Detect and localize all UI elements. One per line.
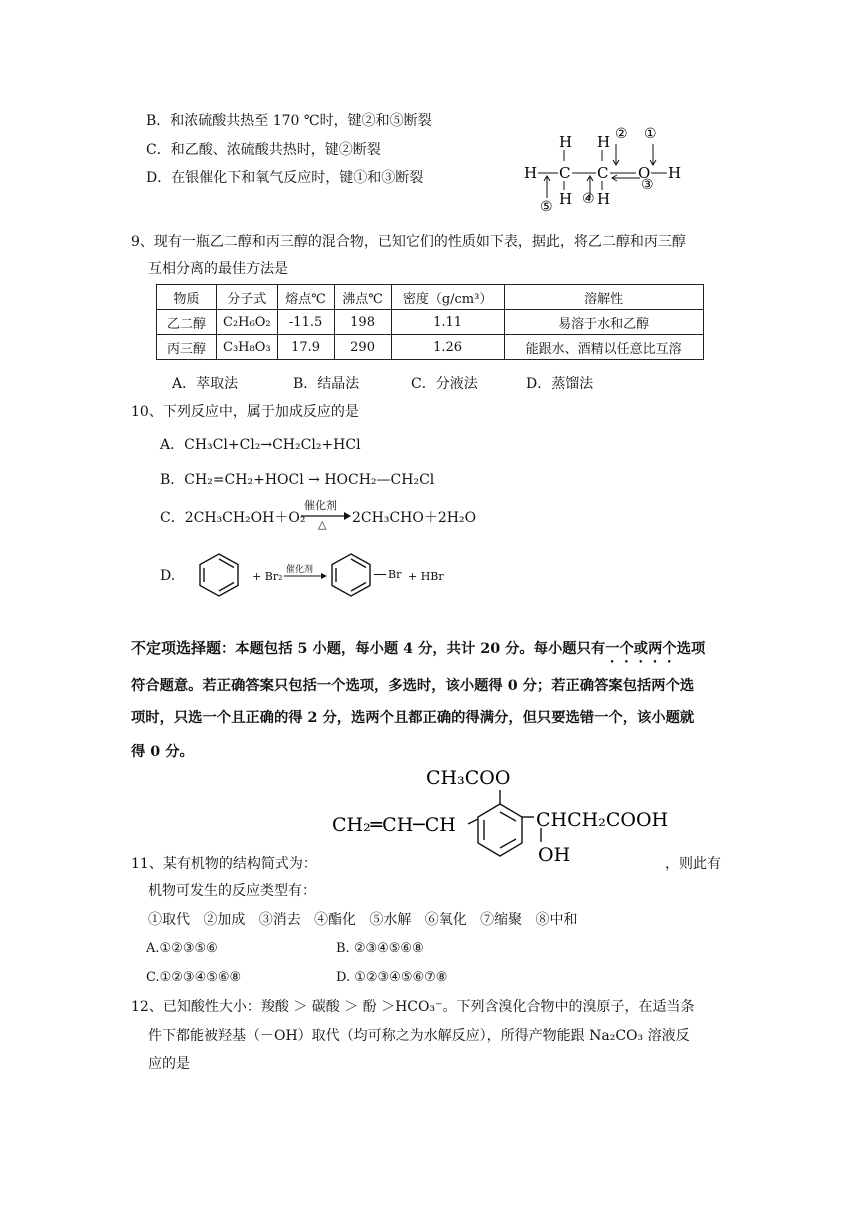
q9-option-c: C．分液法 (411, 376, 478, 392)
section-instructions-line1 (131, 638, 705, 666)
table-header: 沸点℃ (334, 285, 391, 310)
q11-stem-line2: 机物可发生的反应类型有： (148, 883, 316, 899)
q10-option-d-label: D. (160, 568, 176, 584)
q10-catalyst-label: 催化剂 (304, 499, 337, 512)
q10-bromine-reagent: + Br₂ (252, 570, 283, 583)
bond-label-3: ③ (641, 177, 654, 193)
q10-option-c-right: 2CH₃CHO＋2H₂O (352, 510, 477, 526)
q9-option-b: B．结晶法 (293, 376, 360, 392)
q10-d-catalyst-label: 催化剂 (286, 565, 314, 575)
table-cell: C₂H₆O₂ (217, 310, 278, 335)
structure-hydroxyl: OH (538, 844, 571, 866)
q10-option-b: B．CH₂=CH₂+HOCl → HOCH₂—CH₂Cl (160, 472, 435, 488)
q10-hbr-product: + HBr (408, 570, 444, 583)
ethanol-bond-diagram (518, 124, 688, 216)
q11-option-a: A.①②③⑤⑥ (146, 941, 218, 956)
atom-h-right: H (668, 164, 682, 182)
bond-label-2: ② (615, 126, 628, 142)
table-cell: 易溶于水和乙醇 (504, 310, 703, 335)
q11-reaction-types: ①取代 ②加成 ③消去 ④酯化 ⑤水解 ⑥氧化 ⑦缩聚 ⑧中和 (148, 912, 578, 928)
benzene-ring-icon (196, 552, 242, 598)
reaction-arrow-icon (284, 572, 328, 580)
table-cell: 1.11 (391, 310, 504, 335)
table-cell: 17.9 (277, 335, 334, 360)
table-header: 物质 (157, 285, 217, 310)
q8-option-c: C．和乙酸、浓硫酸共热时，键②断裂 (146, 142, 381, 158)
atom-h-bottom2: H (597, 190, 611, 208)
table-cell: 丙三醇 (157, 335, 217, 360)
q12-line1: 12、已知酸性大小：羧酸 ＞ 碳酸 ＞ 酚 ＞HCO₃⁻。下列含溴化合物中的溴原子，在适当条 (131, 999, 695, 1015)
organic-structure-diagram (328, 762, 688, 872)
q11-option-d: D. ①②③④⑤⑥⑦⑧ (336, 970, 448, 985)
emphasized-text: 一个或两个 (605, 641, 677, 657)
table-header: 密度（g/cm³） (391, 285, 504, 310)
q10-option-a: A．CH₃Cl+Cl₂→CH₂Cl₂+HCl (160, 437, 361, 453)
q11-option-c: C.①②③④⑤⑥⑧ (146, 970, 242, 985)
table-header: 分子式 (217, 285, 278, 310)
structure-side-chain: CHCH₂COOH (536, 809, 669, 831)
table-cell: 乙二醇 (157, 310, 217, 335)
structure-acetoxy: CH₃COO (426, 767, 511, 789)
q9-stem-line2: 互相分离的最佳方法是 (148, 261, 288, 277)
atom-h-bottom1: H (559, 190, 573, 208)
table-cell: 198 (334, 310, 391, 335)
bond-label-4: ④ (582, 191, 595, 207)
table-row (157, 335, 704, 360)
section-title: 不定项选择题 (131, 639, 222, 657)
atom-h-top2: H (597, 133, 611, 151)
atom-h-top1: H (559, 133, 573, 151)
table-row (157, 310, 704, 335)
q10-option-c-left: C．2CH₃CH₂OH＋O₂ (160, 510, 306, 526)
table-header-row (157, 285, 704, 310)
q10-bromine-substituent: Br (388, 568, 402, 581)
table-header: 熔点℃ (277, 285, 334, 310)
atom-o: O (638, 164, 651, 182)
properties-table (156, 284, 704, 360)
q9-option-d: D．蒸馏法 (526, 376, 594, 392)
q12-line3: 应的是 (148, 1056, 190, 1072)
atom-h-left: H (524, 164, 538, 182)
q8-option-b: B．和浓硫酸共热至 170 ℃时，键②和⑤断裂 (146, 113, 432, 129)
atom-c2: C (597, 164, 609, 182)
q11-stem-right: ，则此有 (665, 856, 721, 872)
q11-stem-left: 11、某有机物的结构简式为： (131, 856, 317, 872)
table-header: 溶解性 (504, 285, 703, 310)
q10-stem: 10、下列反应中，属于加成反应的是 (131, 404, 359, 420)
section-instructions-line3: 项时，只选一个且正确的得 2 分，选两个且都正确的得满分，但只要选错一个，该小题就 (131, 710, 695, 726)
bond-label-1: ① (644, 126, 657, 142)
table-cell: C₃H₈O₃ (217, 335, 278, 360)
q12-line2: 件下都能被羟基（－OH）取代（均可称之为水解反应），所得产物能跟 Na₂CO₃ 溶液反 (148, 1028, 690, 1044)
q9-stem-line1: 9、现有一瓶乙二醇和丙三醇的混合物，已知它们的性质如下表，据此，将乙二醇和丙三醇 (131, 234, 686, 250)
q11-option-b: B. ②③④⑤⑥⑧ (336, 941, 424, 956)
bromobenzene-ring-icon (328, 552, 374, 598)
section-text: ：本题包括 5 小题，每小题 4 分，共计 20 分。每小题只有 (221, 641, 606, 657)
q8-option-d: D．在银催化下和氧气反应时，键①和③断裂 (146, 170, 424, 186)
table-cell: 1.26 (391, 335, 504, 360)
table-cell: 290 (334, 335, 391, 360)
section-text: 选项 (676, 641, 706, 657)
section-instructions-line2: 符合题意。若正确答案只包括一个选项，多选时，该小题得 0 分；若正确答案包括两个选 (131, 678, 695, 694)
q9-option-a: A．萃取法 (172, 376, 239, 392)
bromine-bond-line (374, 574, 386, 575)
table-cell: 能跟水、酒精以任意比互溶 (504, 335, 703, 360)
table-cell: -11.5 (277, 310, 334, 335)
q10-heat-symbol: △ (318, 518, 327, 531)
bond-label-5: ⑤ (540, 199, 553, 215)
atom-c1: C (559, 164, 571, 182)
structure-allyl-chain: CH₂═CH─CH (332, 814, 456, 836)
section-instructions-line4: 得 0 分。 (131, 744, 194, 760)
